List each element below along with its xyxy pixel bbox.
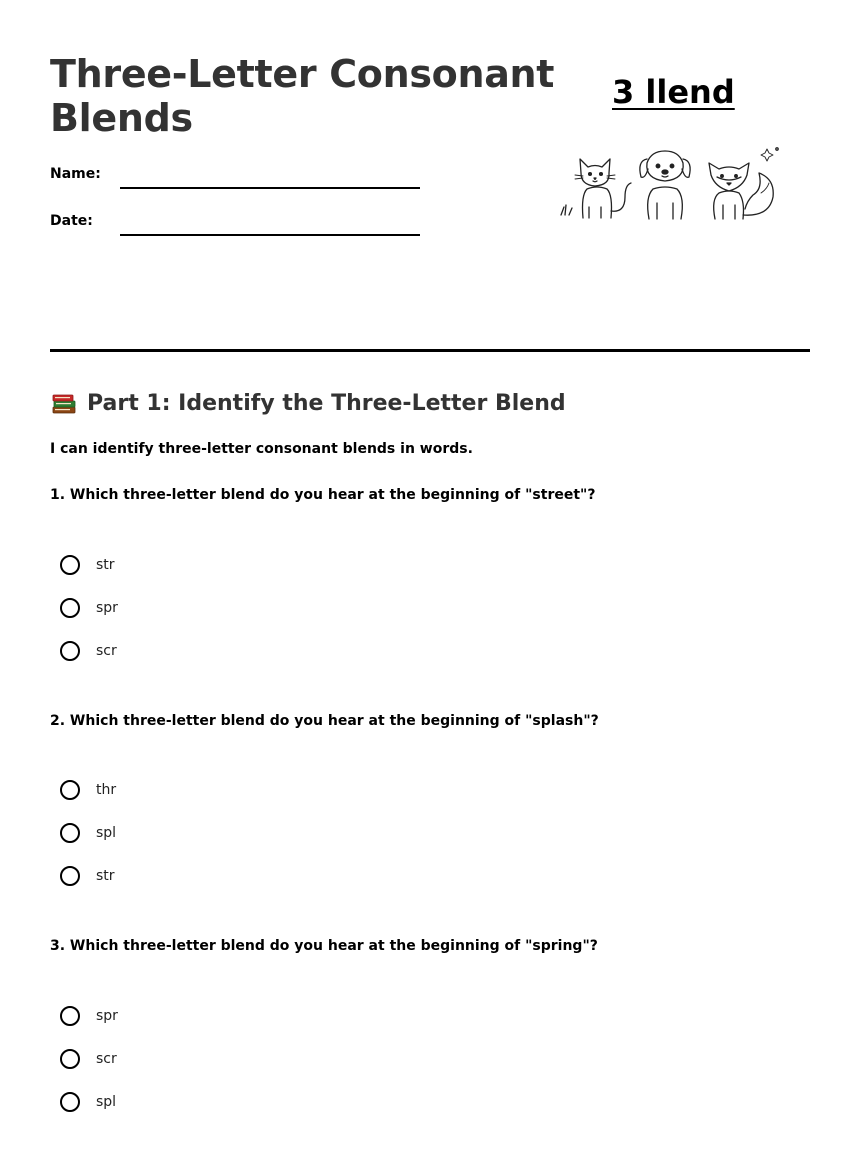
cat-dog-fox-illustration	[555, 145, 785, 225]
section-divider	[50, 349, 810, 352]
option-label: spr	[96, 1008, 118, 1024]
dog-icon	[640, 151, 690, 219]
radio-button[interactable]	[60, 866, 80, 886]
books-icon	[50, 389, 78, 417]
question-1: 1. Which three-letter blend do you hear at the beginning of "street"?	[50, 487, 596, 503]
option-label: spr	[96, 600, 118, 616]
radio-button[interactable]	[60, 1049, 80, 1069]
question-2: 2. Which three-letter blend do you hear at the beginning of "splash"?	[50, 713, 599, 729]
option-label: spl	[96, 825, 117, 841]
option-label: spl	[96, 1094, 117, 1110]
date-label: Date:	[50, 213, 93, 229]
radio-button[interactable]	[60, 555, 80, 575]
brand-logo-text: 3 llend	[612, 73, 735, 111]
radio-button[interactable]	[60, 823, 80, 843]
question-2-option-2[interactable]	[60, 821, 116, 845]
question-1-option-3[interactable]	[60, 639, 117, 663]
radio-button[interactable]	[60, 598, 80, 618]
date-field[interactable]	[120, 234, 420, 236]
cat-icon	[575, 159, 631, 218]
option-label: str	[96, 868, 115, 884]
part-1-heading-text: Part 1: Identify the Three-Letter Blend	[87, 390, 566, 416]
name-label: Name:	[50, 166, 101, 182]
radio-button[interactable]	[60, 1006, 80, 1026]
question-1-option-2[interactable]	[60, 596, 118, 620]
worksheet-title: Three-Letter Consonant Blends	[50, 52, 555, 140]
learning-objective: I can identify three-letter consonant blends in words.	[50, 441, 473, 457]
question-3: 3. Which three-letter blend do you hear at the beginning of "spring"?	[50, 938, 598, 954]
part-1-heading	[50, 389, 566, 417]
option-label: scr	[96, 1051, 117, 1067]
question-2-option-3[interactable]	[60, 864, 115, 888]
question-3-option-1[interactable]	[60, 1004, 118, 1028]
option-label: str	[96, 557, 115, 573]
option-label: scr	[96, 643, 117, 659]
radio-button[interactable]	[60, 1092, 80, 1112]
question-1-option-1[interactable]	[60, 553, 115, 577]
question-3-option-2[interactable]	[60, 1047, 117, 1071]
option-label: thr	[96, 782, 117, 798]
fox-icon	[709, 163, 773, 219]
radio-button[interactable]	[60, 641, 80, 661]
name-field[interactable]	[120, 187, 420, 189]
question-2-option-1[interactable]	[60, 778, 116, 802]
question-3-option-3[interactable]	[60, 1090, 116, 1114]
radio-button[interactable]	[60, 780, 80, 800]
